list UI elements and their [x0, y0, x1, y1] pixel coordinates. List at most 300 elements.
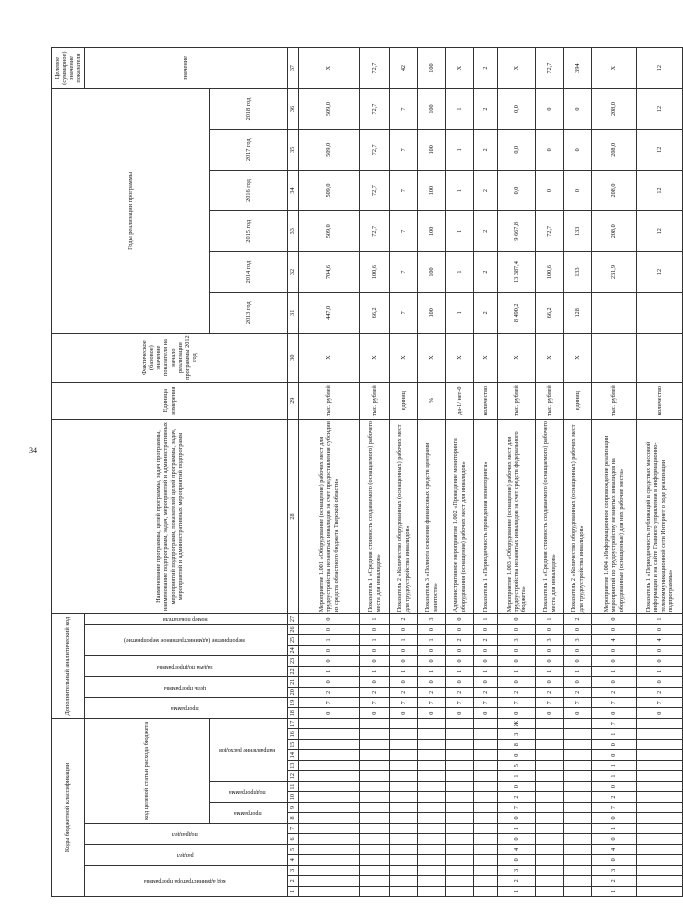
- code-cell: 0: [390, 677, 418, 687]
- row-year-value: 100: [418, 129, 446, 170]
- code-cell: 0: [564, 645, 592, 655]
- code-cell: [536, 792, 564, 802]
- row-year-value: 0: [536, 129, 564, 170]
- code-cell: 0: [592, 813, 637, 823]
- row-year-value: 7: [390, 211, 418, 252]
- row-year-value: 133: [564, 211, 592, 252]
- code-cell: [474, 855, 498, 865]
- row-year-value: 9 667,8: [498, 211, 536, 252]
- code-cell: [536, 802, 564, 812]
- row-fact-value: X: [418, 333, 446, 382]
- code-cell: [474, 729, 498, 739]
- code-cell: [446, 886, 474, 896]
- code-cell: 1: [498, 886, 536, 896]
- row-year-value: 2: [474, 252, 498, 293]
- code-cell: 3: [536, 635, 564, 645]
- code-cell: [418, 718, 446, 729]
- row-year-value: 1: [446, 89, 474, 130]
- code-cell: 0: [498, 677, 536, 687]
- code-cell: [474, 771, 498, 781]
- code-cell: 4: [592, 844, 637, 854]
- code-cell: [637, 886, 683, 896]
- code-cell: [637, 750, 683, 760]
- code-cell: [637, 844, 683, 854]
- code-cell: [418, 729, 446, 739]
- code-cell: 0: [446, 645, 474, 655]
- header-fact: Фактическое (базовое) значение показателя на начало реализации программы 2012 год: [52, 333, 288, 382]
- column-number: 4: [288, 855, 299, 865]
- header-subprogram: подпрограмма: [229, 789, 266, 796]
- code-cell: 3: [498, 729, 536, 739]
- column-number: 25: [288, 635, 299, 645]
- code-cell: [536, 823, 564, 833]
- row-year-value: 72,7: [536, 211, 564, 252]
- code-cell: [446, 834, 474, 844]
- code-cell: [637, 855, 683, 865]
- code-cell: 0: [418, 624, 446, 634]
- code-cell: 2: [564, 687, 592, 697]
- row-year-value: 100,6: [360, 252, 390, 293]
- column-number: 30: [288, 333, 299, 382]
- header-ac-indicator: номер показателя: [162, 616, 208, 623]
- code-cell: [564, 729, 592, 739]
- code-cell: [564, 718, 592, 729]
- code-cell: 0: [637, 708, 683, 718]
- code-cell: 0: [592, 656, 637, 666]
- code-cell: [474, 792, 498, 802]
- code-cell: 0: [637, 656, 683, 666]
- code-cell: [536, 876, 564, 886]
- code-cell: 7: [360, 698, 390, 708]
- code-cell: 0: [592, 781, 637, 791]
- code-cell: [299, 729, 360, 739]
- code-cell: [564, 813, 592, 823]
- column-number: 24: [288, 645, 299, 655]
- code-cell: 7: [637, 698, 683, 708]
- column-number: 8: [288, 813, 299, 823]
- header-program: программа: [233, 810, 262, 817]
- column-number: 33: [288, 211, 299, 252]
- row-year-value: 8 490,2: [498, 292, 536, 333]
- code-cell: [418, 844, 446, 854]
- row-year-value: 2: [474, 129, 498, 170]
- row-year-value: 447,0: [299, 292, 360, 333]
- row-name: Показатель 1 «Периодичность публикаций в средствах массовой информации и на сайте Главного управления в информационно-телекоммуникационной сети Интернет о ходе реализации подпрограммы»: [637, 419, 683, 613]
- row-year-value: 72,7: [360, 211, 390, 252]
- code-cell: [564, 792, 592, 802]
- row-year-value: 12: [637, 211, 683, 252]
- column-number: 15: [288, 739, 299, 749]
- row-fact-value: X: [299, 333, 360, 382]
- code-cell: 0: [474, 624, 498, 634]
- code-cell: [564, 876, 592, 886]
- table-row: [592, 48, 637, 897]
- code-cell: [418, 802, 446, 812]
- column-number: 9: [288, 802, 299, 812]
- code-cell: 0: [446, 677, 474, 687]
- code-cell: [564, 886, 592, 896]
- code-cell: [390, 886, 418, 896]
- code-cell: [418, 813, 446, 823]
- code-cell: 4: [592, 635, 637, 645]
- code-cell: 0: [446, 614, 474, 624]
- row-target-value: 394: [564, 48, 592, 89]
- code-cell: [418, 876, 446, 886]
- code-cell: [474, 781, 498, 791]
- code-cell: [637, 739, 683, 749]
- code-cell: 0: [592, 645, 637, 655]
- code-cell: 1: [474, 666, 498, 676]
- code-cell: [390, 813, 418, 823]
- code-cell: 0: [299, 708, 360, 718]
- code-cell: 0: [637, 645, 683, 655]
- code-cell: 4: [637, 635, 683, 645]
- code-cell: [564, 781, 592, 791]
- code-cell: 0: [498, 834, 536, 844]
- code-cell: [360, 760, 390, 770]
- code-cell: [360, 823, 390, 833]
- column-numbering-row: [288, 48, 299, 897]
- code-cell: [390, 718, 418, 729]
- row-name: Административное мероприятие 1.002 «Проведение мониторинга оборудования (оснащения) рабочих мест для инвалидов»: [446, 419, 474, 613]
- code-cell: [360, 718, 390, 729]
- column-number: 11: [288, 781, 299, 791]
- table-row: [474, 48, 498, 897]
- code-cell: 0: [637, 624, 683, 634]
- code-cell: 2: [299, 687, 360, 697]
- code-cell: 0: [474, 677, 498, 687]
- row-year-value: 72,7: [360, 89, 390, 130]
- row-unit: тыс. рублей: [360, 382, 390, 419]
- code-cell: [390, 865, 418, 875]
- row-target-value: 72,7: [536, 48, 564, 89]
- code-cell: 0: [299, 656, 360, 666]
- column-number: 34: [288, 170, 299, 211]
- column-number: 1: [288, 886, 299, 896]
- code-cell: [390, 781, 418, 791]
- column-number: 31: [288, 292, 299, 333]
- code-cell: [390, 876, 418, 886]
- row-name: Показатель 1 «Периодичность проведения мониторинга»: [474, 419, 498, 613]
- code-cell: [446, 771, 474, 781]
- code-cell: [390, 802, 418, 812]
- row-year-value: 2: [474, 292, 498, 333]
- code-cell: [637, 718, 683, 729]
- row-year-value: 12: [637, 129, 683, 170]
- header-subsection: подраздел: [172, 831, 198, 838]
- code-cell: 3: [592, 865, 637, 875]
- code-cell: [360, 739, 390, 749]
- code-cell: 7: [418, 698, 446, 708]
- row-year-value: 509,0: [299, 211, 360, 252]
- code-cell: 0: [360, 677, 390, 687]
- code-cell: 2: [390, 687, 418, 697]
- row-year-value: 1: [446, 252, 474, 293]
- code-cell: 0: [418, 645, 446, 655]
- column-number: 14: [288, 750, 299, 760]
- code-cell: 0: [360, 645, 390, 655]
- code-cell: [299, 792, 360, 802]
- table-row: [637, 48, 683, 897]
- column-number: 2: [288, 876, 299, 886]
- code-cell: 1: [418, 666, 446, 676]
- code-cell: [360, 792, 390, 802]
- code-cell: 2: [418, 687, 446, 697]
- code-cell: 1: [299, 635, 360, 645]
- rotated-table-container: [51, 47, 674, 897]
- row-year-value: 7: [390, 170, 418, 211]
- code-cell: [536, 865, 564, 875]
- header-year-5: 2017 год: [210, 129, 288, 170]
- code-cell: [474, 739, 498, 749]
- column-number: 18: [288, 708, 299, 718]
- row-year-value: 66,2: [536, 292, 564, 333]
- code-cell: 0: [564, 708, 592, 718]
- code-cell: 0: [446, 624, 474, 634]
- row-unit: тыс. рублей: [536, 382, 564, 419]
- row-year-value: 12: [637, 89, 683, 130]
- header-ac-goal: цель программы: [163, 684, 206, 691]
- code-cell: [418, 865, 446, 875]
- code-cell: 2: [498, 792, 536, 802]
- code-cell: 1: [637, 666, 683, 676]
- code-cell: 0: [498, 656, 536, 666]
- row-name: Показатель 2 «Количество оборудованных (оснащенных) рабочих мест для трудоустройства инвалидов»: [390, 419, 418, 613]
- code-cell: [299, 760, 360, 770]
- code-cell: 2: [498, 876, 536, 886]
- code-cell: [418, 855, 446, 865]
- row-year-value: 0: [536, 170, 564, 211]
- code-cell: 0: [474, 656, 498, 666]
- row-year-value: [637, 292, 683, 333]
- column-number: 29: [288, 382, 299, 419]
- code-cell: [390, 729, 418, 739]
- row-unit: тыс. рублей: [592, 382, 637, 419]
- code-cell: [418, 750, 446, 760]
- code-cell: 0: [446, 656, 474, 666]
- row-year-value: 100: [418, 292, 446, 333]
- row-year-value: 7: [390, 292, 418, 333]
- code-cell: [637, 802, 683, 812]
- column-number: 27: [288, 614, 299, 624]
- code-cell: [474, 823, 498, 833]
- code-cell: 0: [418, 677, 446, 687]
- code-cell: [564, 865, 592, 875]
- code-cell: [360, 802, 390, 812]
- subprogram-indicators-table: [51, 47, 683, 897]
- row-name: Мероприятие 1.001 «Оборудование (оснащение) рабочих мест для трудоустройства незанятых инвалидов за счет предоставления субсидии из средств областного бюджета Тверской области»: [299, 419, 360, 613]
- code-cell: [390, 844, 418, 854]
- code-cell: [360, 855, 390, 865]
- column-number: 6: [288, 834, 299, 844]
- header-additional-code: Дополнительный аналитический код: [52, 614, 85, 719]
- code-cell: [299, 823, 360, 833]
- code-cell: 0: [299, 624, 360, 634]
- code-cell: 1: [360, 614, 390, 624]
- code-cell: [299, 844, 360, 854]
- code-cell: [418, 781, 446, 791]
- code-cell: 1: [637, 614, 683, 624]
- code-cell: 0: [564, 656, 592, 666]
- row-target-value: 12: [637, 48, 683, 89]
- column-number: 28: [288, 419, 299, 613]
- code-cell: [564, 802, 592, 812]
- code-cell: [446, 781, 474, 791]
- code-cell: [299, 771, 360, 781]
- row-target-value: 72,7: [360, 48, 390, 89]
- code-cell: 1: [592, 823, 637, 833]
- code-cell: [536, 834, 564, 844]
- row-year-value: 208,0: [592, 211, 637, 252]
- row-year-value: 509,0: [299, 129, 360, 170]
- code-cell: [390, 760, 418, 770]
- code-cell: [446, 876, 474, 886]
- row-target-value: 100: [418, 48, 446, 89]
- code-cell: 0: [498, 813, 536, 823]
- row-year-value: 133: [564, 252, 592, 293]
- code-cell: [418, 823, 446, 833]
- code-cell: 0: [390, 656, 418, 666]
- column-number: 22: [288, 666, 299, 676]
- column-number: 37: [288, 48, 299, 89]
- code-cell: [360, 781, 390, 791]
- row-fact-value: X: [498, 333, 536, 382]
- code-cell: 1: [498, 823, 536, 833]
- code-cell: 1: [592, 666, 637, 676]
- code-cell: 0: [536, 656, 564, 666]
- table-row: [418, 48, 446, 897]
- code-cell: 0: [360, 624, 390, 634]
- code-cell: [390, 855, 418, 865]
- row-name: Показатель 3 «Полнота освоения финансовых средств центрами занятости»: [418, 419, 446, 613]
- code-cell: [474, 876, 498, 886]
- code-cell: [637, 823, 683, 833]
- code-cell: [299, 876, 360, 886]
- code-cell: 0: [418, 656, 446, 666]
- code-cell: 3: [564, 635, 592, 645]
- code-cell: 2: [637, 687, 683, 697]
- row-year-value: 0: [564, 129, 592, 170]
- code-cell: [299, 718, 360, 729]
- code-cell: 1: [390, 635, 418, 645]
- code-cell: 7: [474, 698, 498, 708]
- header-budget-codes: Коды бюджетной классификации: [52, 718, 85, 896]
- row-fact-value: X: [564, 333, 592, 382]
- code-cell: 7: [592, 718, 637, 729]
- row-target-value: X: [592, 48, 637, 89]
- code-cell: 7: [536, 698, 564, 708]
- code-cell: 2: [360, 687, 390, 697]
- code-cell: 0: [446, 708, 474, 718]
- code-cell: 7: [592, 802, 637, 812]
- header-direction: направление расходов: [219, 747, 276, 754]
- column-number: 26: [288, 624, 299, 634]
- column-number: 17: [288, 718, 299, 729]
- code-cell: 2: [446, 635, 474, 645]
- column-number: 32: [288, 252, 299, 293]
- column-number: 19: [288, 698, 299, 708]
- row-year-value: 12: [637, 170, 683, 211]
- code-cell: [536, 771, 564, 781]
- row-year-value: 2: [474, 89, 498, 130]
- table-row: [564, 48, 592, 897]
- header-name: Наименование программы, целей программы, задач программы, наименование подпрограмм, задач, мероприятий и административных мероприятий подпрограмм, показателей целей программы, задач, мероприятий и административных мероприятий подпрограмм: [52, 419, 288, 613]
- row-year-value: 7: [390, 129, 418, 170]
- row-year-value: 208,0: [592, 170, 637, 211]
- row-year-value: 100: [418, 252, 446, 293]
- row-fact-value: [637, 333, 683, 382]
- code-cell: 1: [498, 771, 536, 781]
- code-cell: [299, 886, 360, 896]
- code-cell: [360, 729, 390, 739]
- code-cell: [637, 729, 683, 739]
- row-unit: да-1/ нет-0: [446, 382, 474, 419]
- row-target-value: X: [299, 48, 360, 89]
- code-cell: 7: [446, 698, 474, 708]
- code-cell: 0: [536, 624, 564, 634]
- row-unit: единиц: [390, 382, 418, 419]
- code-cell: 0: [637, 677, 683, 687]
- code-cell: 2: [474, 687, 498, 697]
- row-year-value: [592, 292, 637, 333]
- code-cell: 1: [592, 886, 637, 896]
- code-cell: 0: [564, 624, 592, 634]
- code-cell: 0: [418, 708, 446, 718]
- row-fact-value: [592, 333, 637, 382]
- code-cell: [446, 718, 474, 729]
- code-cell: 1: [498, 666, 536, 676]
- row-unit: тыс. рублей: [498, 382, 536, 419]
- table-row: [536, 48, 564, 897]
- code-cell: [564, 855, 592, 865]
- code-cell: 1: [536, 614, 564, 624]
- code-cell: [446, 855, 474, 865]
- code-cell: [446, 865, 474, 875]
- code-cell: 0: [299, 677, 360, 687]
- row-fact-value: X: [360, 333, 390, 382]
- code-cell: [474, 802, 498, 812]
- row-year-value: 1: [446, 211, 474, 252]
- row-year-value: 72,7: [360, 129, 390, 170]
- code-cell: 1: [592, 771, 637, 781]
- code-cell: 3: [498, 865, 536, 875]
- row-year-value: 509,0: [299, 89, 360, 130]
- code-cell: [299, 865, 360, 875]
- table-row: [390, 48, 418, 897]
- code-cell: 0: [299, 614, 360, 624]
- code-cell: 7: [592, 698, 637, 708]
- code-cell: 0: [498, 855, 536, 865]
- row-unit: %: [418, 382, 446, 419]
- code-cell: 7: [299, 698, 360, 708]
- code-cell: Ж: [498, 718, 536, 729]
- header-ac-task: задача подпрограммы: [157, 663, 213, 670]
- code-cell: 4: [498, 844, 536, 854]
- code-cell: [474, 834, 498, 844]
- code-cell: 0: [299, 645, 360, 655]
- code-cell: 0: [498, 645, 536, 655]
- code-cell: [446, 823, 474, 833]
- code-cell: [536, 739, 564, 749]
- code-cell: [474, 813, 498, 823]
- code-cell: 0: [498, 614, 536, 624]
- code-cell: [299, 855, 360, 865]
- column-number: 13: [288, 760, 299, 770]
- header-ac-measure: мероприятие (административное мероприятие): [124, 637, 246, 644]
- code-cell: [390, 739, 418, 749]
- code-cell: 0: [536, 677, 564, 687]
- row-unit: единиц: [564, 382, 592, 419]
